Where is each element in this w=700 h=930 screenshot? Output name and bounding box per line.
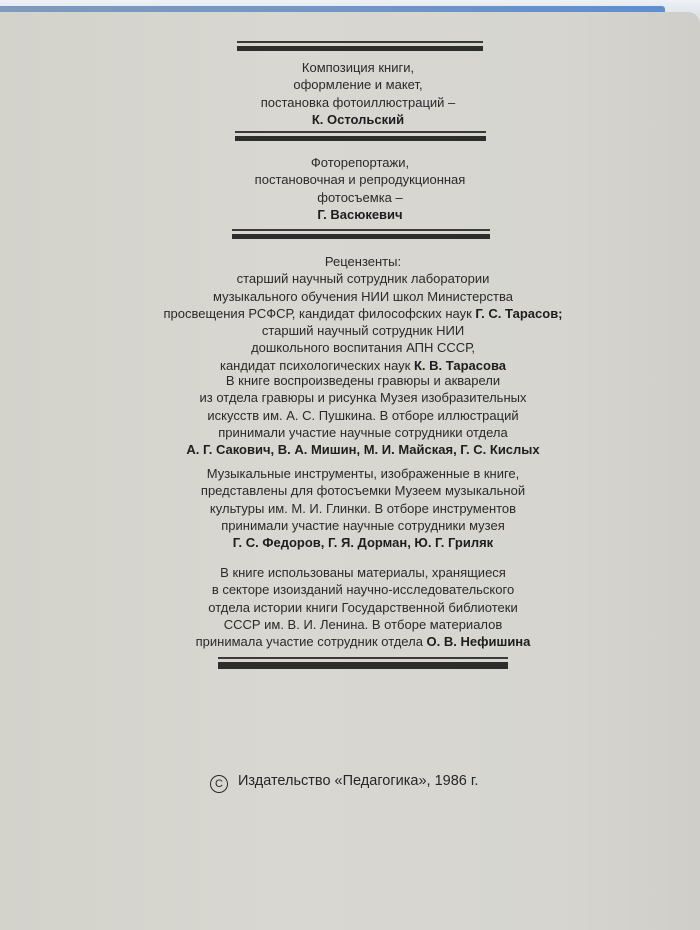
- copyright-text: Издательство «Педагогика», 1986 г.: [238, 773, 479, 789]
- text-line: [196, 564, 531, 581]
- line-text: фотосъемка –: [317, 189, 403, 205]
- credits-photo-block: [255, 154, 466, 223]
- line-text: В книге воспроизведены гравюры и акварели: [225, 373, 501, 388]
- line-text: принимали участие научные сотрудники отдела: [218, 424, 508, 440]
- line-text: постановка фотоиллюстраций –: [260, 94, 456, 110]
- line-text: в секторе изоизданий научно-исследовательского: [211, 582, 515, 598]
- library-note-block: [196, 564, 531, 650]
- text-line: [201, 500, 525, 517]
- line-text: старший научный сотрудник лаборатории: [236, 271, 490, 287]
- person-name: Г. С. Тарасов;: [475, 305, 563, 321]
- text-line: [255, 189, 466, 206]
- line-text: старший научный сотрудник НИИ: [261, 323, 465, 339]
- text-line: [255, 206, 466, 223]
- line-text: кандидат психологических наук: [219, 357, 414, 373]
- text-line: [186, 441, 539, 458]
- text-line: [163, 270, 562, 287]
- person-name: К. Остольский: [311, 111, 405, 127]
- line-text: Музыкальные инструменты, изображенные в книге,: [206, 466, 520, 481]
- text-line: [186, 407, 539, 424]
- person-name: А. Г. Сакович, В. А. Мишин, М. И. Майская, Г. С. Кислых: [186, 442, 540, 458]
- person-name: К. В. Тарасова: [414, 357, 507, 373]
- text-line: [186, 424, 539, 441]
- line-text: искусств им. А. С. Пушкина. В отборе иллюстраций: [207, 407, 519, 423]
- text-line: [201, 534, 525, 551]
- line-text: просвещения РСФСР, кандидат философских наук: [163, 305, 476, 321]
- text-line: [261, 94, 456, 111]
- line-text: Рецензенты:: [324, 254, 402, 269]
- engravings-note-block: [186, 372, 539, 458]
- text-line: [261, 59, 456, 76]
- divider-rule: [237, 41, 483, 51]
- text-line: [255, 154, 466, 171]
- text-line: [261, 76, 456, 93]
- divider-rule: [235, 131, 486, 141]
- line-text: оформление и макет,: [293, 77, 423, 93]
- text-line: [196, 616, 531, 633]
- text-line: [163, 305, 562, 322]
- line-text: отдела истории книги Государственной библиотеки: [208, 599, 518, 615]
- line-text: постановочная и репродукционная: [254, 172, 466, 188]
- copyright-icon: C: [210, 775, 228, 793]
- person-name: О. В. Нефишина: [426, 634, 531, 650]
- text-line: [255, 171, 466, 188]
- text-line: [201, 465, 525, 482]
- text-line: [196, 599, 531, 616]
- divider-rule-bottom: [218, 657, 508, 669]
- text-line: [186, 372, 539, 389]
- text-line: [186, 389, 539, 406]
- text-line: [261, 111, 456, 128]
- line-text: принимала участие сотрудник отдела: [195, 634, 427, 650]
- reviewers-block: [163, 253, 562, 374]
- line-text: представлены для фотосъемки Музеем музыкальной: [200, 483, 526, 499]
- line-text: В книге использованы материалы, хранящиеся: [220, 565, 506, 580]
- text-line: [163, 253, 562, 270]
- text-line: [163, 322, 562, 339]
- line-text: культуры им. М. И. Глинки. В отборе инструментов: [209, 500, 517, 516]
- instruments-note-block: [201, 465, 525, 551]
- text-line: [163, 339, 562, 356]
- text-line: [201, 482, 525, 499]
- line-text: дошкольного воспитания АПН СССР,: [251, 340, 475, 356]
- text-line: [196, 581, 531, 598]
- person-name: Г. С. Федоров, Г. Я. Дорман, Ю. Г. Гриляк: [232, 535, 494, 551]
- text-line: [201, 517, 525, 534]
- text-line: [196, 633, 531, 650]
- person-name: Г. Васюкевич: [317, 206, 403, 222]
- line-text: Композиция книги,: [301, 60, 415, 75]
- line-text: принимали участие научные сотрудники музея: [221, 517, 505, 533]
- divider-rule: [232, 229, 490, 239]
- copyright-line: [210, 773, 478, 793]
- line-text: музыкального обучения НИИ школ Министерства: [213, 288, 513, 304]
- line-text: СССР им. В. И. Ленина. В отборе материалов: [223, 616, 503, 632]
- credits-design-block: [261, 59, 456, 128]
- line-text: из отдела гравюры и рисунка Музея изобразительных: [199, 390, 527, 406]
- line-text: Фоторепортажи,: [310, 155, 410, 170]
- text-line: [163, 288, 562, 305]
